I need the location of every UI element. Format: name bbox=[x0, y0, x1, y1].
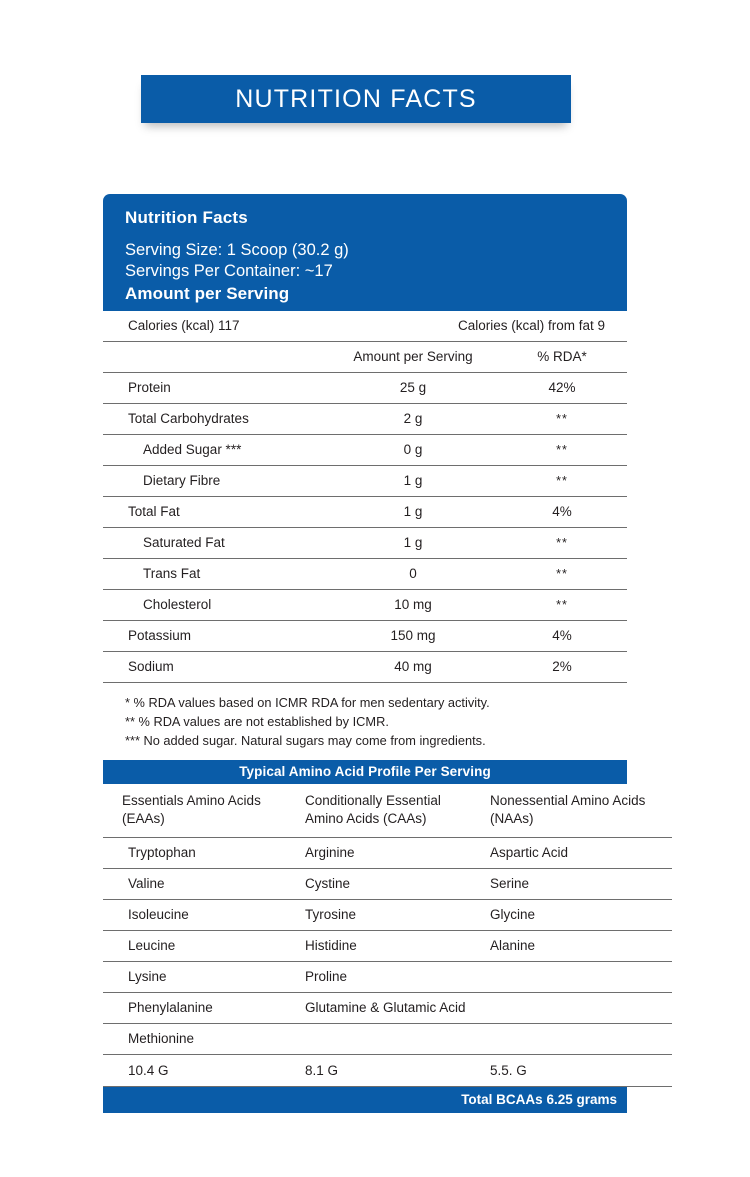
amino-totals-row bbox=[103, 1054, 672, 1086]
nutrient-rda: ** bbox=[497, 403, 627, 434]
nutrient-amount: 2 g bbox=[329, 403, 497, 434]
amino-caa: Tyrosine bbox=[304, 899, 489, 930]
amino-col-header-naa: Nonessential Amino Acids (NAAs) bbox=[489, 784, 672, 837]
nutrient-name: Saturated Fat bbox=[103, 527, 329, 558]
nutrient-rda: ** bbox=[497, 558, 627, 589]
col-header-nutrient bbox=[103, 342, 329, 373]
table-row bbox=[103, 868, 672, 899]
nutrient-name: Protein bbox=[103, 372, 329, 403]
table-row bbox=[103, 651, 627, 682]
nutrient-rda: ** bbox=[497, 527, 627, 558]
nutrient-amount: 1 g bbox=[329, 496, 497, 527]
amino-eaa: Lysine bbox=[103, 961, 304, 992]
table-row bbox=[103, 403, 627, 434]
nutrient-name: Trans Fat bbox=[103, 558, 329, 589]
table-row bbox=[103, 961, 672, 992]
amino-eaa: Valine bbox=[103, 868, 304, 899]
nutrient-table-header-row bbox=[103, 342, 627, 373]
amino-caa: Proline bbox=[304, 961, 489, 992]
calories-value: Calories (kcal) 117 bbox=[128, 318, 240, 334]
amino-col-header-caa: Conditionally Essential Amino Acids (CAAs) bbox=[304, 784, 489, 837]
nutrient-name: Added Sugar *** bbox=[103, 434, 329, 465]
nutrition-facts-header bbox=[103, 194, 627, 311]
amino-acid-table bbox=[103, 784, 672, 1087]
amino-caa: Glutamine & Glutamic Acid bbox=[304, 992, 672, 1023]
amino-acid-table-body bbox=[103, 784, 672, 1086]
footnote-2: ** % RDA values are not established by ICMR. bbox=[125, 714, 389, 729]
total-bcaa-bar: Total BCAAs 6.25 grams bbox=[103, 1087, 627, 1113]
table-row bbox=[103, 930, 672, 961]
table-row bbox=[103, 1023, 672, 1054]
panel-title: Nutrition Facts bbox=[125, 208, 248, 227]
table-row bbox=[103, 558, 627, 589]
nutrient-rda: 4% bbox=[497, 496, 627, 527]
nutrient-amount: 25 g bbox=[329, 372, 497, 403]
col-header-amount: Amount per Serving bbox=[329, 342, 497, 373]
footnote-3: *** No added sugar. Natural sugars may come from ingredients. bbox=[125, 733, 486, 749]
nutrient-rda: ** bbox=[497, 589, 627, 620]
amino-acid-header-row bbox=[103, 784, 672, 837]
amino-naa: Serine bbox=[489, 868, 672, 899]
nutrient-amount: 0 bbox=[329, 558, 497, 589]
nutrient-amount: 150 mg bbox=[329, 620, 497, 651]
serving-size: Serving Size: 1 Scoop (30.2 g) bbox=[125, 241, 349, 259]
nutrient-amount: 1 g bbox=[329, 527, 497, 558]
amino-total-naa: 5.5. G bbox=[489, 1054, 672, 1086]
table-row bbox=[103, 434, 627, 465]
calories-from-fat-value: Calories (kcal) from fat 9 bbox=[457, 318, 605, 334]
nutrient-amount: 0 g bbox=[329, 434, 497, 465]
table-row bbox=[103, 589, 627, 620]
nutrient-name: Total Carbohydrates bbox=[103, 403, 329, 434]
footnote-1: * % RDA values based on ICMR RDA for men sedentary activity. bbox=[125, 694, 490, 710]
amino-caa: Histidine bbox=[304, 930, 489, 961]
amino-caa: Arginine bbox=[304, 837, 489, 868]
page-banner bbox=[0, 75, 750, 130]
calories-row bbox=[103, 311, 627, 341]
amino-col-header-eaa: Essentials Amino Acids (EAAs) bbox=[103, 784, 304, 837]
amino-eaa: Methionine bbox=[103, 1023, 304, 1054]
table-row bbox=[103, 837, 672, 868]
nutrient-rda: ** bbox=[497, 465, 627, 496]
footnotes bbox=[103, 683, 627, 760]
nutrition-card bbox=[103, 194, 646, 1113]
nutrient-table-body bbox=[103, 342, 627, 683]
servings-per-container: Servings Per Container: ~17 bbox=[125, 262, 333, 281]
banner-title: NUTRITION FACTS bbox=[235, 84, 477, 113]
amino-eaa: Isoleucine bbox=[103, 899, 304, 930]
nutrient-rda: 4% bbox=[497, 620, 627, 651]
nutrient-name: Sodium bbox=[103, 651, 329, 682]
amount-per-serving-label: Amount per Serving bbox=[125, 283, 290, 303]
table-row bbox=[103, 899, 672, 930]
nutrient-table bbox=[103, 342, 627, 683]
table-row bbox=[103, 372, 627, 403]
amino-eaa: Leucine bbox=[103, 930, 304, 961]
nutrient-rda: 42% bbox=[497, 372, 627, 403]
nutrient-name: Cholesterol bbox=[103, 589, 329, 620]
table-row bbox=[103, 465, 627, 496]
table-row bbox=[103, 992, 672, 1023]
amino-naa: Glycine bbox=[489, 899, 672, 930]
col-header-rda: % RDA* bbox=[497, 342, 627, 373]
nutrient-name: Potassium bbox=[103, 620, 329, 651]
amino-naa: Alanine bbox=[489, 930, 672, 961]
amino-eaa: Tryptophan bbox=[103, 837, 304, 868]
amino-naa bbox=[489, 961, 672, 992]
table-row bbox=[103, 620, 627, 651]
amino-naa: Aspartic Acid bbox=[489, 837, 672, 868]
amino-caa: Cystine bbox=[304, 868, 489, 899]
nutrient-amount: 10 mg bbox=[329, 589, 497, 620]
nutrient-amount: 1 g bbox=[329, 465, 497, 496]
amino-eaa: Phenylalanine bbox=[103, 992, 304, 1023]
nutrient-name: Dietary Fibre bbox=[103, 465, 329, 496]
nutrient-rda: ** bbox=[497, 434, 627, 465]
amino-total-eaa: 10.4 G bbox=[103, 1054, 304, 1086]
nutrient-amount: 40 mg bbox=[329, 651, 497, 682]
amino-acid-section-title: Typical Amino Acid Profile Per Serving bbox=[103, 760, 627, 784]
amino-caa bbox=[304, 1023, 489, 1054]
amino-total-caa: 8.1 G bbox=[304, 1054, 489, 1086]
table-row bbox=[103, 527, 627, 558]
nutrient-name: Total Fat bbox=[103, 496, 329, 527]
nutrition-facts-banner bbox=[141, 75, 571, 123]
amino-naa bbox=[489, 1023, 672, 1054]
nutrient-rda: 2% bbox=[497, 651, 627, 682]
table-row bbox=[103, 496, 627, 527]
